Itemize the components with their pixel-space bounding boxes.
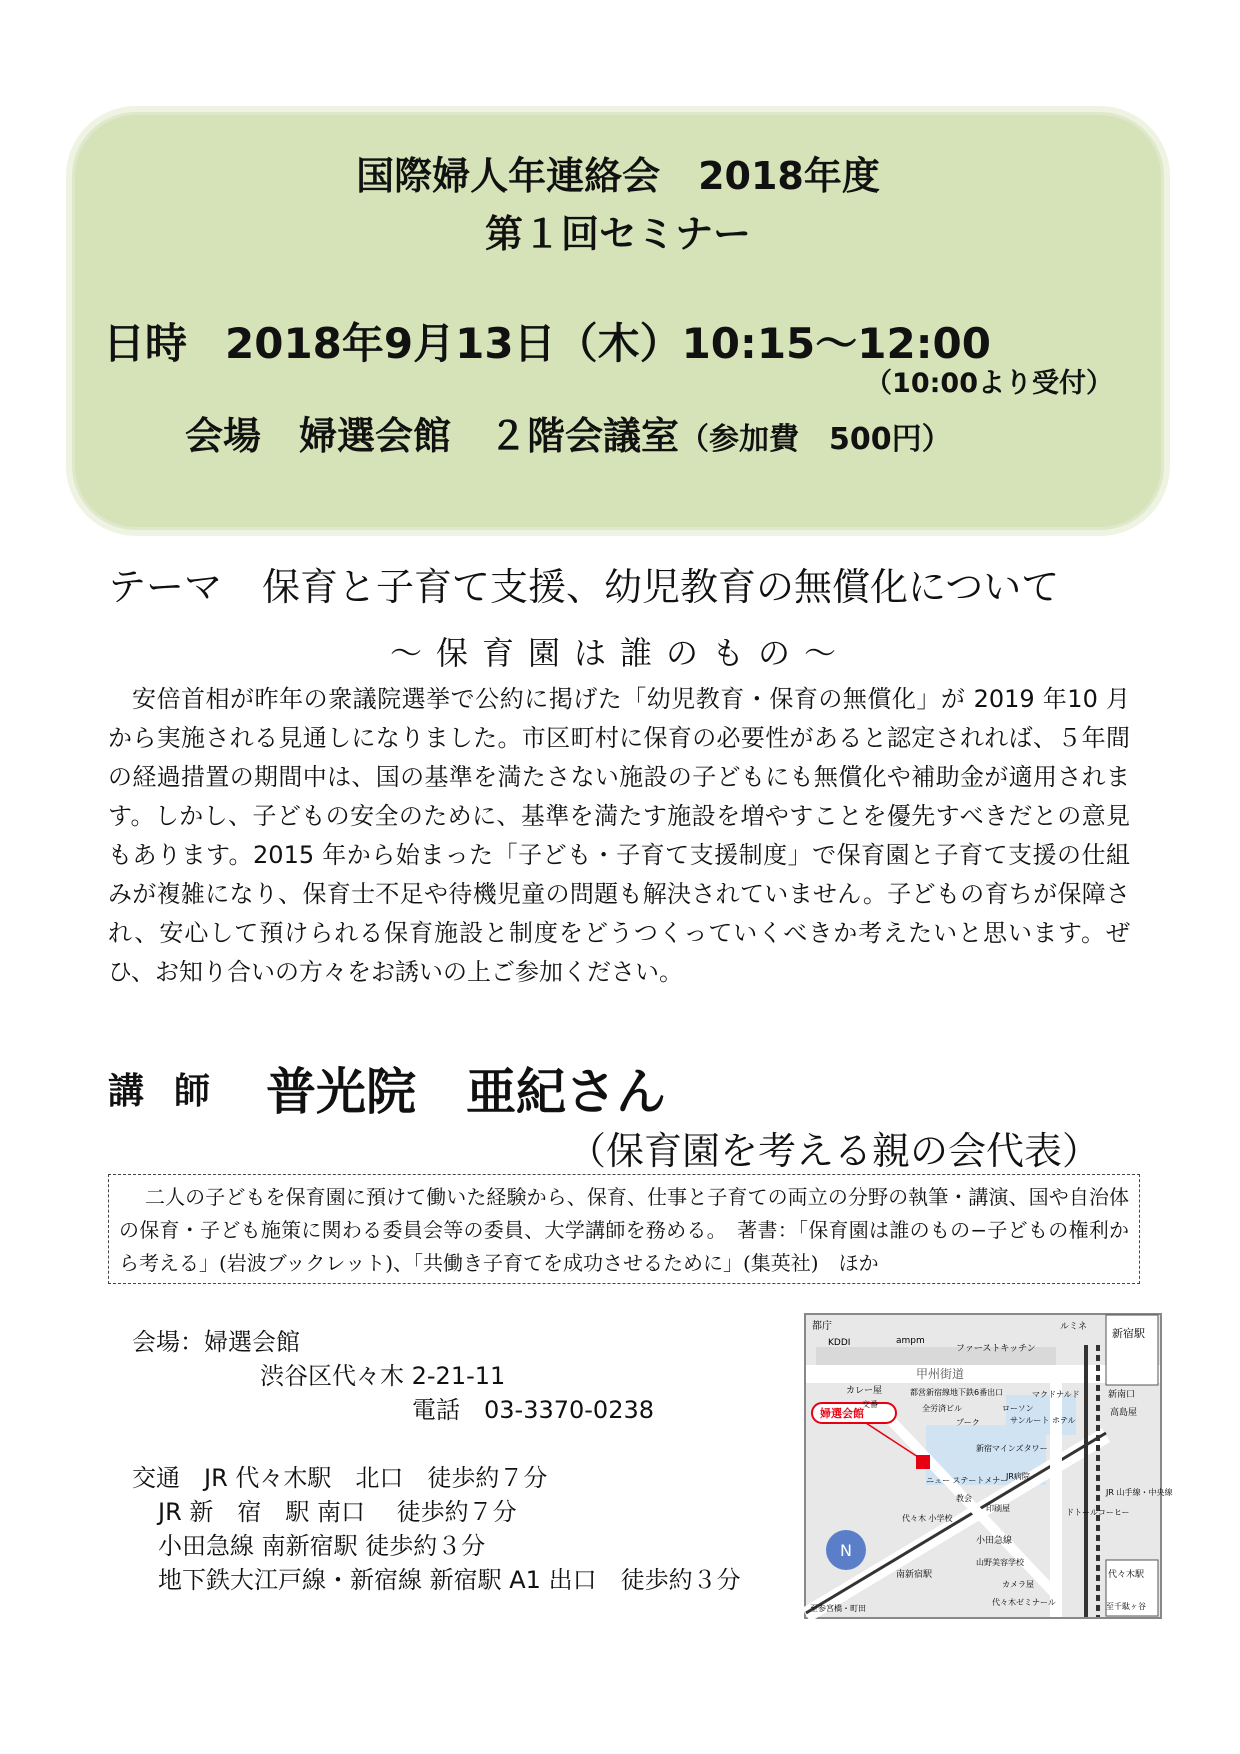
venue-name: 婦選会館: [299, 414, 452, 458]
map-building: [1006, 1395, 1076, 1435]
theme-title: 保育と子育て支援、幼児教育の無償化について: [262, 565, 1060, 609]
map-label-curry: カレー屋: [846, 1386, 883, 1396]
header-box: [72, 112, 1164, 530]
lecturer-affiliation: （保育園を考える親の会代表）: [567, 1129, 1100, 1173]
map-label-koban: 交番: [862, 1400, 878, 1409]
date-label: 日時: [103, 319, 188, 368]
event-title: 国際婦人年連絡会 2018年度: [356, 154, 880, 198]
compass-label: N: [840, 1541, 852, 1560]
map-label-yamano: 山野美容学校: [976, 1558, 1024, 1567]
map-label-kddi: KDDI: [828, 1338, 851, 1348]
map-label-south-exit: 新南口: [1108, 1390, 1136, 1400]
theme-subtitle: ～保育園は誰のもの～: [389, 634, 850, 672]
map-label-first-kitchen: ファーストキッチン: [956, 1344, 1036, 1354]
map-label-minami-shinjuku: 南新宿駅: [896, 1570, 933, 1580]
map-label-park: プーク: [956, 1418, 980, 1427]
map-label-tocho: 都庁: [812, 1321, 832, 1332]
event-subtitle: 第１回セミナー: [484, 212, 751, 256]
map-label-yoyogi-station: 代々木駅: [1108, 1570, 1145, 1580]
map-label-doutor: ドトールコーヒー: [1066, 1508, 1130, 1517]
event-venue: [185, 405, 952, 460]
access-line-yoyogi: 交通 JR 代々木駅 北口 徒歩約７分: [132, 1464, 548, 1492]
access-phone: 電話 03-3370-0238: [412, 1396, 655, 1424]
map-label-mcdonalds: マクドナルド: [1032, 1390, 1080, 1399]
access-map: [804, 1313, 1173, 1619]
map-label-jr-hospital: JR病院: [1006, 1472, 1030, 1481]
map-label-school: 代々木 小学校: [902, 1514, 953, 1523]
map-label-church: 教会: [956, 1494, 972, 1503]
map-label-insatsu: 印刷屋: [986, 1504, 1010, 1513]
map-label-shinjuku: 新宿駅: [1112, 1327, 1145, 1340]
access-venue: 会場：婦選会館: [132, 1328, 300, 1356]
map-label-new-state: ニュー ステートメナー: [926, 1476, 1009, 1485]
map-label-sendagaya: 至千駄ヶ谷: [1106, 1602, 1146, 1611]
map-label-camera: カメラ屋: [1002, 1580, 1034, 1589]
map-label-koshu: 甲州街道: [916, 1367, 965, 1381]
map-label-seminar: 代々木ゼミナール: [992, 1598, 1056, 1607]
map-label-fusen: 婦選会館: [820, 1407, 864, 1420]
lecturer-name: 普光院 亜紀さん: [266, 1063, 667, 1121]
map-label-lawson: ローソン: [1002, 1404, 1034, 1413]
lecturer-heading: [108, 1052, 666, 1124]
map-label-mines: 新宿マインズタワー: [976, 1444, 1048, 1453]
access-line-shinjuku: JR 新 宿 駅 南口 徒歩約７分: [158, 1498, 517, 1526]
map-label-sunroute: サンルート ホテル: [1010, 1416, 1076, 1425]
map-label-ampm: ampm: [896, 1336, 925, 1346]
theme-body: 安倍首相が昨年の衆議院選挙で公約に掲げた「幼児教育・保育の無償化」が 2019 年10 月から実施される見通しになりました。市区町村に保育の必要性があると認定されれば、５年間の経過措置の期間中は、国の基準を満たさない施設の子どもにも無償化や補助金が適用されます。しかし、子どもの安全のために、基準を満たす施設を増やすことを優先すべきだとの意見もあります。2015 年から始まった「子ども・子育て支援制度」で保育園と子育て支援の仕組みが複雑になり、保育士不足や待機児童の問題も解決されていません。子どもの育ちが保障され、安心して預けられる保育施設と制度をどうつくっていくべきか考えたいと思います。ぜひ、お知り合いの方々をお誘いの上ご参加ください。: [108, 685, 1130, 986]
date-value: 2018年9月13日（木）10:15～12:00: [225, 319, 991, 368]
map-drawing: [806, 1315, 1173, 1617]
theme-label: テーマ: [108, 565, 223, 609]
map-label-takashimaya: 高島屋: [1110, 1408, 1138, 1418]
venue-marker: [916, 1455, 930, 1469]
access-line-subway: 地下鉄大江戸線・新宿線 新宿駅 A1 出口 徒歩約３分: [158, 1566, 741, 1594]
map-label-metro-exit: 都営新宿線地下鉄6番出口: [910, 1388, 1004, 1397]
access-line-odakyu: 小田急線 南新宿駅 徒歩約３分: [158, 1532, 486, 1560]
lecturer-label: 講師: [108, 1070, 241, 1112]
map-label-odakyu: 小田急線: [976, 1536, 1013, 1546]
venue-room: ２階会議室: [489, 414, 680, 458]
theme-heading: [108, 556, 1059, 611]
map-label-lumine: ルミネ: [1060, 1322, 1088, 1332]
fee: （参加費 500円）: [679, 422, 952, 457]
lecturer-bio: 二人の子どもを保育園に預けて働いた経験から、保育、仕事と子育ての両立の分野の執筆・講演、国や自治体の保育・子ども施策に関わる委員会等の委員、大学講師を務める。 著書：「保育園は誰のもの−子どもの権利から考える」(岩波ブックレット)、「共働き子育てを成功させるために」(集英社) ほか: [108, 1174, 1140, 1284]
event-date: [103, 311, 991, 371]
shinjuku-station-box: [1106, 1315, 1158, 1385]
reception-time: （10:00より受付）: [865, 368, 1113, 399]
map-label-sangubashi: 至参宮橋・町田: [810, 1604, 866, 1613]
map-label-yamanote: JR 山手線・中央線: [1106, 1488, 1173, 1497]
map-label-zenrosai: 全労済ビル: [922, 1404, 962, 1413]
venue-label: 会場: [185, 414, 262, 458]
access-address: 渋谷区代々木 2-21-11: [260, 1362, 506, 1390]
